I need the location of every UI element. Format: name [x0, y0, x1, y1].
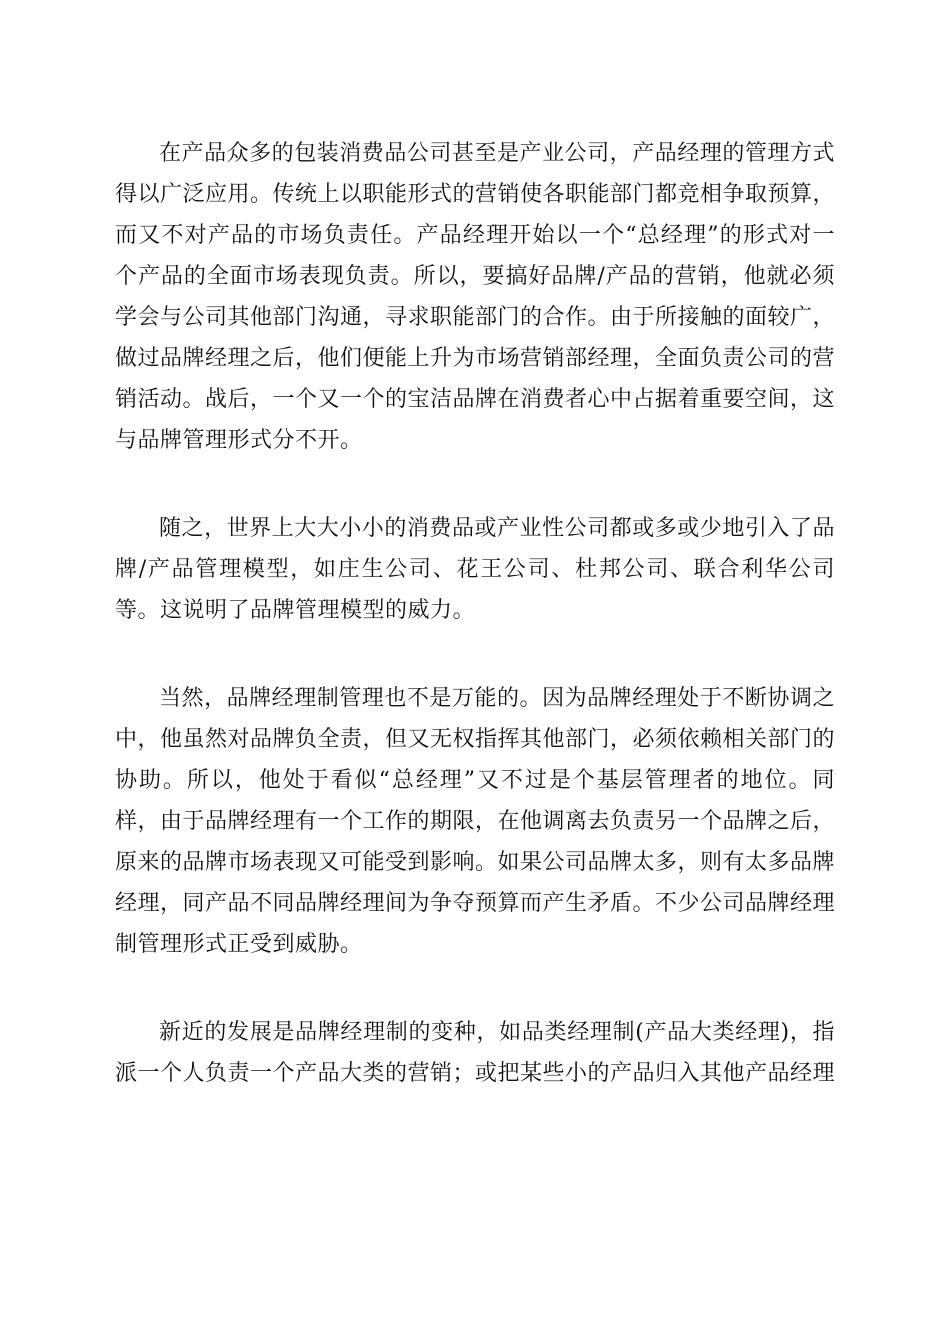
- paragraph-1: 在产品众多的包装消费品公司甚至是产业公司，产品经理的管理方式得以广泛应用。传统上以职能形式的营销使各职能部门都竞相争取预算，而又不对产品的市场负责任。产品经理开始以一个“总经理”的形式对一个产品的全面市场表现负责。所以，要搞好品牌/产品的营销，他就必须学会与公司其他部门沟通，寻求职能部门的合作。由于所接触的面较广，做过品牌经理之后，他们便能上升为市场营销部经理，全面负责公司的营销活动。战后，一个又一个的宝洁品牌在消费者心中占据着重要空间，这与品牌管理形式分不开。: [115, 141, 836, 453]
- paragraph-2: 随之，世界上大大小小的消费品或产业性公司都或多或少地引入了品牌/产品管理模型，如庄生公司、花王公司、杜邦公司、联合利华公司等。这说明了品牌管理模型的威力。: [115, 516, 835, 623]
- paragraph-4: 新近的发展是品牌经理制的变种，如品类经理制(产品大类经理)，指派一个人负责一个产品大类的营销；或把某些小的产品归入其他产品经理: [115, 1020, 836, 1086]
- document-body: [115, 133, 835, 1141]
- paragraph-3: 当然，品牌经理制管理也不是万能的。因为品牌经理处于不断协调之中，他虽然对品牌负全责，但又无权指挥其他部门，必须依赖相关部门的协助。所以，他处于看似“总经理”又不过是个基层管理者的地位。同样，由于品牌经理有一个工作的期限，在他调离去负责另一个品牌之后，原来的品牌市场表现又可能受到影响。如果公司品牌太多，则有太多品牌经理，同产品不同品牌经理间为争夺预算而产生矛盾。不少公司品牌经理制管理形式正受到威胁。: [115, 686, 836, 957]
